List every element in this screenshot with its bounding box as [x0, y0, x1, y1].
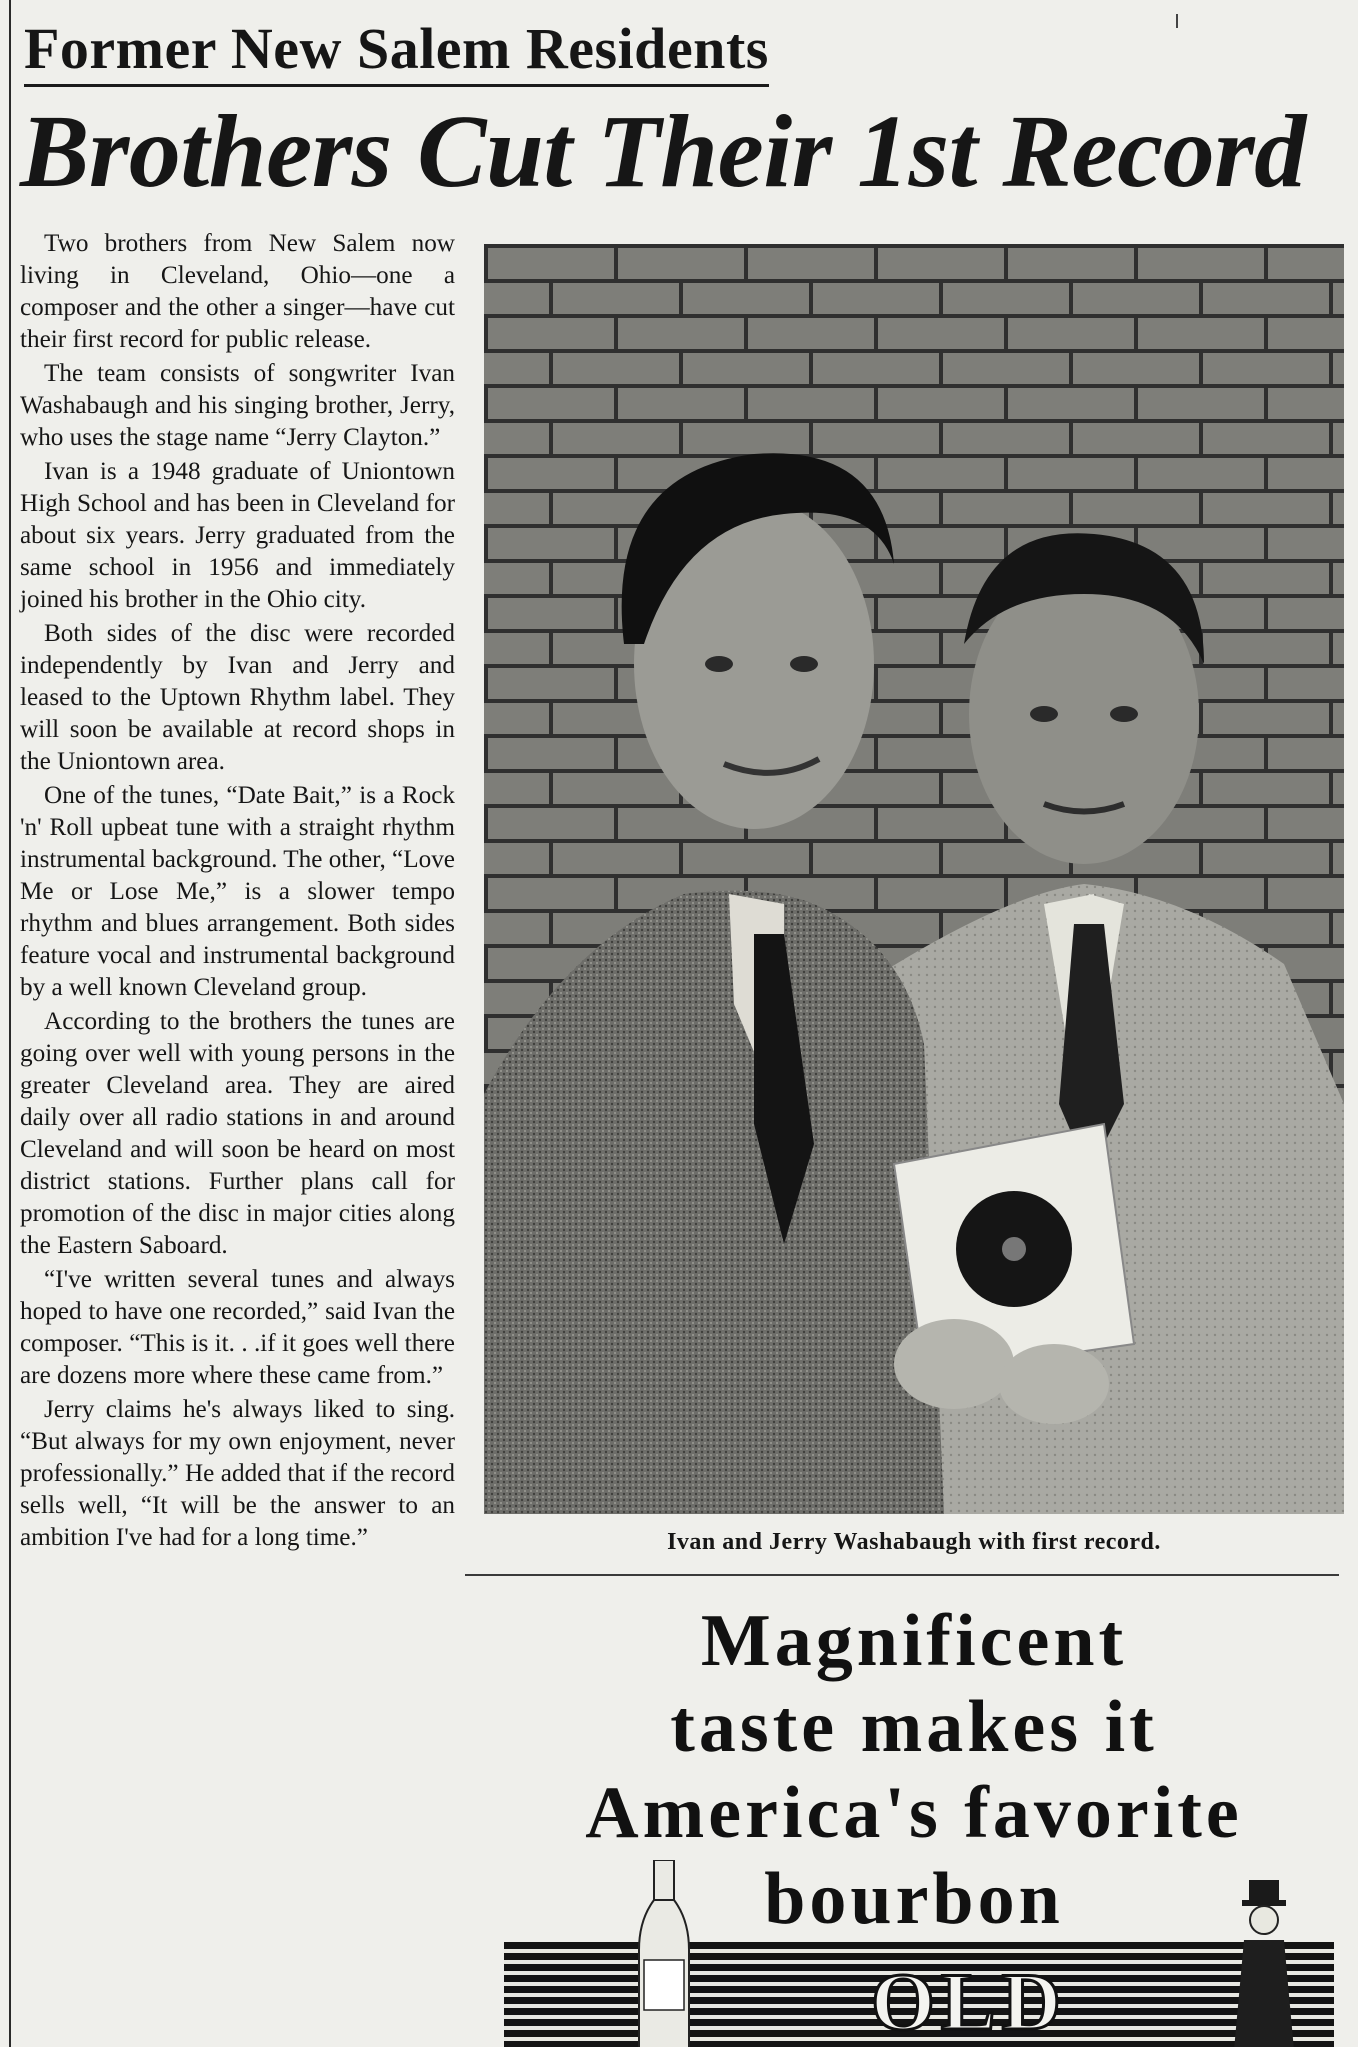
- article-paragraph: One of the tunes, “Date Bait,” is a Rock 'n' Roll upbeat tune with a straight rhythm instrumental background. The other, “Love Me or Lose Me,” is a slower tempo rhythm and blues arrangement. Both sides feature vocal and instrumental background by a well known Cleveland group.: [20, 782, 455, 1001]
- news-photo: [484, 244, 1344, 1514]
- bottle-icon: [634, 1860, 694, 2047]
- kicker-headline: Former New Salem Residents: [24, 14, 769, 87]
- ad-brand-name: OLD: [871, 1956, 1067, 2047]
- bourbon-advertisement: [484, 1580, 1344, 2047]
- ad-line: bourbon: [764, 1858, 1064, 1940]
- page-border: [9, 0, 11, 2047]
- article-paragraph: “I've written several tunes and always hoped to have one recorded,” said Ivan the composer. “This is it. . .if it goes well there are dozens more where these came from.”: [20, 1266, 455, 1389]
- article-paragraph: Both sides of the disc were recorded independently by Ivan and Jerry and leased to the Uptown Rhythm label. They will soon be available at record shops in the Uniontown area.: [20, 620, 455, 775]
- mascot-icon: [1224, 1880, 1304, 2047]
- photo-illustration: [484, 244, 1344, 1514]
- photo-caption: Ivan and Jerry Washabaugh with first record.: [667, 1529, 1161, 1555]
- print-mark: [1176, 14, 1178, 28]
- ad-line: Magnificent: [700, 1600, 1128, 1682]
- article-paragraph: Jerry claims he's always liked to sing. “But always for my own enjoyment, never professionally.” He added that if the record sells well, “It will be the answer to an ambition I've had for a long time.”: [20, 1396, 455, 1551]
- ad-line: America's favorite: [585, 1772, 1243, 1854]
- article-paragraph: Ivan is a 1948 graduate of Uniontown High School and has been in Cleveland for about six years. Jerry graduated from the same school in 1956 and immediately joined his brother in the Ohio city.: [20, 458, 455, 613]
- ad-line: taste makes it: [670, 1686, 1158, 1768]
- article-body: [20, 228, 455, 1554]
- article-paragraph: According to the brothers the tunes are going over well with young persons in the greater Cleveland area. They are aired daily over all radio stations in and around Cleveland and will soon be heard on most district stations. Further plans call for promotion of the disc in major cities along the Eastern Saboard.: [20, 1008, 455, 1259]
- article-paragraph: Two brothers from New Salem now living in Cleveland, Ohio—one a composer and the other a singer—have cut their first record for public release.: [20, 230, 455, 353]
- main-headline: Brothers Cut Their 1st Record: [20, 94, 1306, 209]
- ad-slogan: [484, 1598, 1344, 1942]
- article-paragraph: The team consists of songwriter Ivan Washabaugh and his singing brother, Jerry, who uses the stage name “Jerry Clayton.”: [20, 360, 455, 451]
- section-divider: [465, 1574, 1339, 1576]
